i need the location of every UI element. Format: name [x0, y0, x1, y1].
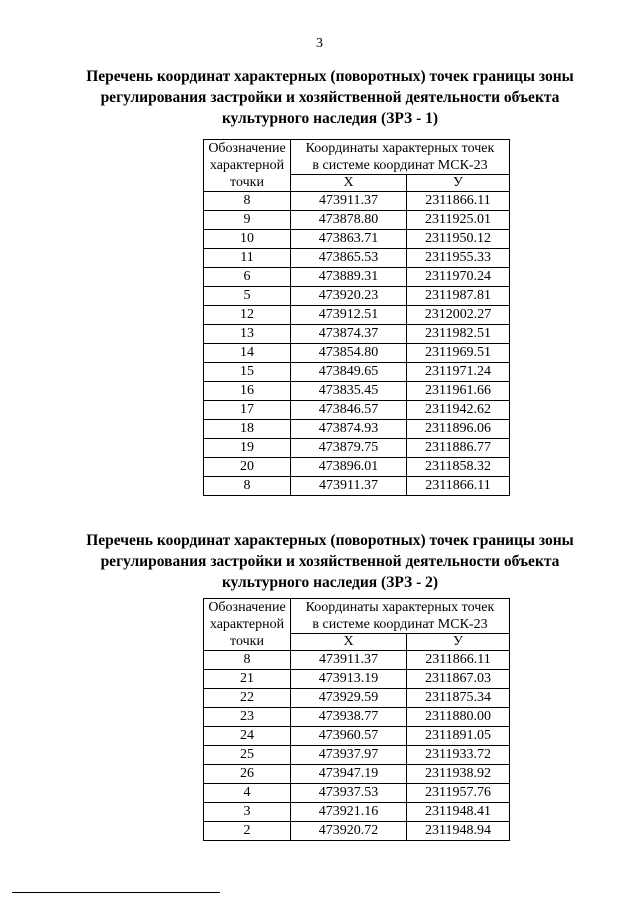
cell-y: 2311896.06 — [407, 420, 510, 439]
cell-y: 2311938.92 — [407, 765, 510, 784]
table-body — [204, 651, 510, 841]
header-x: Х — [291, 175, 407, 192]
cell-x: 473835.45 — [291, 382, 407, 401]
title-line: культурного наследия (ЗРЗ - 1) — [221, 110, 439, 127]
cell-y: 2311866.11 — [407, 651, 510, 670]
cell-y: 2311942.62 — [407, 401, 510, 420]
header-point-id-line: Обозначение — [208, 600, 286, 615]
header-coordinates-line: Координаты характерных точек — [305, 141, 495, 156]
cell-x: 473911.37 — [291, 477, 407, 496]
cell-y: 2311891.05 — [407, 727, 510, 746]
cell-point-id: 8 — [204, 477, 291, 496]
coordinates-table — [203, 598, 510, 841]
cell-x: 473929.59 — [291, 689, 407, 708]
cell-x: 473920.72 — [291, 822, 407, 841]
cell-y: 2311987.81 — [407, 287, 510, 306]
cell-x: 473889.31 — [291, 268, 407, 287]
cell-x: 473947.19 — [291, 765, 407, 784]
page-number: 3 — [316, 36, 323, 51]
cell-x: 473849.65 — [291, 363, 407, 382]
header-point-id-line: характерной — [209, 158, 285, 173]
cell-y: 2311971.24 — [407, 363, 510, 382]
table-body — [204, 192, 510, 496]
table-row — [204, 689, 510, 708]
header-coordinates — [291, 140, 510, 175]
title-line: Перечень координат характерных (поворотных) точек границы зоны — [86, 68, 574, 85]
cell-point-id: 9 — [204, 211, 291, 230]
cell-point-id: 14 — [204, 344, 291, 363]
table-row — [204, 784, 510, 803]
cell-point-id: 24 — [204, 727, 291, 746]
cell-point-id: 12 — [204, 306, 291, 325]
title-line: регулирования застройки и хозяйственной деятельности объекта — [100, 553, 560, 570]
cell-x: 473913.19 — [291, 670, 407, 689]
cell-point-id: 17 — [204, 401, 291, 420]
cell-point-id: 20 — [204, 458, 291, 477]
table-row — [204, 401, 510, 420]
cell-y: 2311880.00 — [407, 708, 510, 727]
table-row — [204, 803, 510, 822]
title-line: Перечень координат характерных (поворотных) точек границы зоны — [86, 532, 574, 549]
coordinates-table — [203, 139, 510, 496]
header-y: У — [407, 634, 510, 651]
header-point-id — [204, 140, 291, 192]
cell-point-id: 6 — [204, 268, 291, 287]
cell-point-id: 18 — [204, 420, 291, 439]
cell-x: 473874.37 — [291, 325, 407, 344]
cell-x: 473937.97 — [291, 746, 407, 765]
cell-x: 473911.37 — [291, 192, 407, 211]
table-row — [204, 211, 510, 230]
cell-y: 2311867.03 — [407, 670, 510, 689]
table-row — [204, 249, 510, 268]
table-row — [204, 746, 510, 765]
header-coordinates-line: Координаты характерных точек — [305, 600, 495, 615]
cell-y: 2311961.66 — [407, 382, 510, 401]
cell-x: 473938.77 — [291, 708, 407, 727]
footer-separator-line — [12, 892, 220, 893]
cell-y: 2311948.41 — [407, 803, 510, 822]
cell-y: 2311933.72 — [407, 746, 510, 765]
section-title — [40, 530, 620, 593]
cell-point-id: 13 — [204, 325, 291, 344]
header-point-id — [204, 599, 291, 651]
cell-point-id: 8 — [204, 651, 291, 670]
cell-x: 473874.93 — [291, 420, 407, 439]
table-row — [204, 822, 510, 841]
header-y: У — [407, 175, 510, 192]
table-row — [204, 727, 510, 746]
cell-y: 2311866.11 — [407, 477, 510, 496]
cell-point-id: 11 — [204, 249, 291, 268]
cell-y: 2311858.32 — [407, 458, 510, 477]
table-row — [204, 344, 510, 363]
header-x: Х — [291, 634, 407, 651]
cell-y: 2311955.33 — [407, 249, 510, 268]
cell-point-id: 25 — [204, 746, 291, 765]
cell-y: 2311875.34 — [407, 689, 510, 708]
cell-x: 473846.57 — [291, 401, 407, 420]
cell-y: 2311950.12 — [407, 230, 510, 249]
header-coordinates-line: в системе координат МСК-23 — [312, 617, 488, 632]
table-row — [204, 325, 510, 344]
cell-point-id: 2 — [204, 822, 291, 841]
table-row — [204, 708, 510, 727]
cell-x: 473865.53 — [291, 249, 407, 268]
cell-y: 2311969.51 — [407, 344, 510, 363]
table-row — [204, 765, 510, 784]
cell-x: 473921.16 — [291, 803, 407, 822]
cell-point-id: 22 — [204, 689, 291, 708]
cell-point-id: 3 — [204, 803, 291, 822]
table-row — [204, 458, 510, 477]
cell-point-id: 26 — [204, 765, 291, 784]
cell-x: 473863.71 — [291, 230, 407, 249]
cell-point-id: 15 — [204, 363, 291, 382]
cell-x: 473937.53 — [291, 784, 407, 803]
cell-point-id: 4 — [204, 784, 291, 803]
cell-y: 2311982.51 — [407, 325, 510, 344]
cell-x: 473960.57 — [291, 727, 407, 746]
cell-point-id: 16 — [204, 382, 291, 401]
cell-x: 473920.23 — [291, 287, 407, 306]
cell-point-id: 8 — [204, 192, 291, 211]
cell-y: 2311957.76 — [407, 784, 510, 803]
header-point-id-line: характерной — [209, 617, 285, 632]
cell-x: 473896.01 — [291, 458, 407, 477]
cell-x: 473878.80 — [291, 211, 407, 230]
cell-x: 473911.37 — [291, 651, 407, 670]
header-point-id-line: Обозначение — [208, 141, 286, 156]
table-row — [204, 439, 510, 458]
cell-point-id: 5 — [204, 287, 291, 306]
cell-point-id: 21 — [204, 670, 291, 689]
table-row — [204, 651, 510, 670]
table-row — [204, 420, 510, 439]
cell-point-id: 23 — [204, 708, 291, 727]
cell-point-id: 19 — [204, 439, 291, 458]
header-coordinates — [291, 599, 510, 634]
header-coordinates-line: в системе координат МСК-23 — [312, 158, 488, 173]
section-title — [40, 66, 620, 129]
table-row — [204, 230, 510, 249]
table-row — [204, 477, 510, 496]
table-row — [204, 363, 510, 382]
cell-point-id: 10 — [204, 230, 291, 249]
title-line: регулирования застройки и хозяйственной деятельности объекта — [100, 89, 560, 106]
cell-x: 473879.75 — [291, 439, 407, 458]
title-line: культурного наследия (ЗРЗ - 2) — [221, 574, 439, 591]
cell-y: 2312002.27 — [407, 306, 510, 325]
cell-x: 473854.80 — [291, 344, 407, 363]
table-row — [204, 306, 510, 325]
table-row — [204, 670, 510, 689]
table-row — [204, 268, 510, 287]
table-row — [204, 192, 510, 211]
header-point-id-line: точки — [230, 634, 264, 649]
cell-y: 2311970.24 — [407, 268, 510, 287]
cell-y: 2311886.77 — [407, 439, 510, 458]
table-row — [204, 382, 510, 401]
header-point-id-line: точки — [230, 175, 264, 190]
table-row — [204, 287, 510, 306]
cell-x: 473912.51 — [291, 306, 407, 325]
cell-y: 2311866.11 — [407, 192, 510, 211]
cell-y: 2311948.94 — [407, 822, 510, 841]
cell-y: 2311925.01 — [407, 211, 510, 230]
